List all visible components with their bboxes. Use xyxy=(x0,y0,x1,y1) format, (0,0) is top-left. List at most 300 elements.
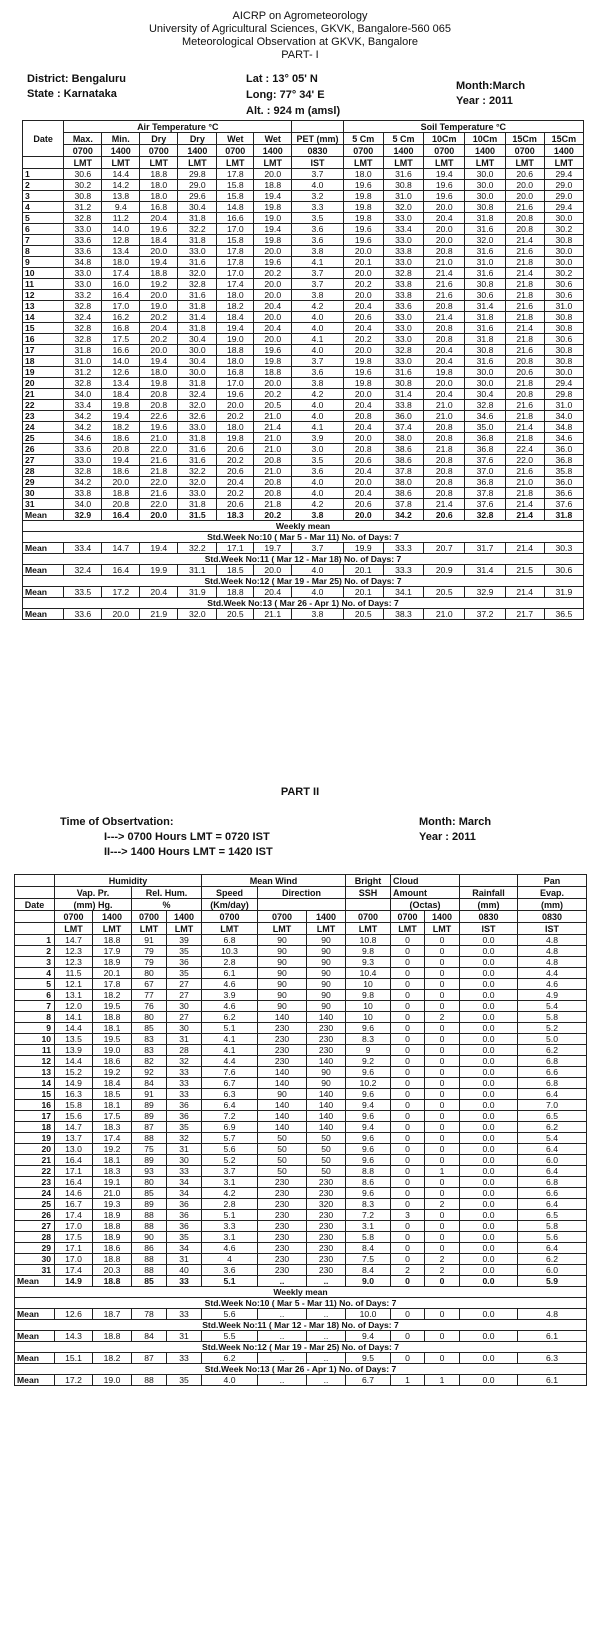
data-cell: 30.0 xyxy=(465,367,505,378)
data-cell: 0 xyxy=(425,1100,460,1111)
date-cell: 17 xyxy=(15,1111,55,1122)
data-cell: 6.1 xyxy=(202,968,258,979)
date-cell: 19 xyxy=(15,1133,55,1144)
week-mean-cell: 19.7 xyxy=(254,543,292,554)
data-cell: 15.8 xyxy=(217,180,254,191)
mean-cell: 0 xyxy=(391,1276,425,1287)
data-cell: 35 xyxy=(167,1122,202,1133)
data-cell: 0 xyxy=(425,1177,460,1188)
data-cell: 20.2 xyxy=(140,334,178,345)
data-cell: 34 xyxy=(167,1243,202,1254)
data-cell: 9.6 xyxy=(346,1089,391,1100)
data-cell: 3 xyxy=(391,1210,425,1221)
data-cell: 230 xyxy=(307,1254,346,1265)
data-cell: 0 xyxy=(425,968,460,979)
lmt-header: LMT xyxy=(307,923,346,935)
table-row xyxy=(23,367,584,378)
data-cell: 0 xyxy=(425,990,460,1001)
data-cell: 2.8 xyxy=(202,1199,258,1210)
data-cell: 85 xyxy=(132,1188,167,1199)
date-cell: 28 xyxy=(23,466,64,477)
bright-header: Bright xyxy=(346,875,391,887)
soil-temperature-header: Soil Temperature °C xyxy=(343,121,583,133)
data-cell: 14.4 xyxy=(55,1056,93,1067)
table-row xyxy=(23,279,584,290)
data-cell: 20.4 xyxy=(424,345,465,356)
table-row xyxy=(23,268,584,279)
date-cell: 2 xyxy=(23,180,64,191)
data-cell: 20.8 xyxy=(343,411,383,422)
data-cell: 19.6 xyxy=(254,345,292,356)
table-row xyxy=(15,1199,587,1210)
table-row xyxy=(23,400,584,411)
data-cell: 6.5 xyxy=(518,1111,587,1122)
data-cell: 230 xyxy=(258,1254,307,1265)
data-cell: 67 xyxy=(132,979,167,990)
week-mean-cell: 0.0 xyxy=(460,1375,518,1386)
data-cell: 20.0 xyxy=(140,246,178,257)
data-cell: 4.0 xyxy=(292,488,343,499)
data-cell: 18.0 xyxy=(102,257,140,268)
weekly-mean-title: Weekly mean xyxy=(15,1287,587,1298)
data-cell: 89 xyxy=(132,1111,167,1122)
mean-cell: 0 xyxy=(425,1276,460,1287)
data-cell: 9.8 xyxy=(346,946,391,957)
pan-header: Pan xyxy=(518,875,587,887)
table-row xyxy=(23,235,584,246)
data-cell: 27 xyxy=(167,1012,202,1023)
data-cell: 29.0 xyxy=(178,180,217,191)
data-cell: 5.2 xyxy=(202,1155,258,1166)
week-mean-cell: 14.7 xyxy=(102,543,140,554)
altitude-label: Alt. : 924 m (amsl) xyxy=(246,105,341,117)
week-mean-cell: 38.3 xyxy=(383,609,423,620)
date-cell: 1 xyxy=(23,169,64,180)
lmt-header: LMT xyxy=(140,157,178,169)
lmt-header: LMT xyxy=(346,923,391,935)
data-cell: 19.8 xyxy=(343,202,383,213)
data-cell: 20.8 xyxy=(254,455,292,466)
data-cell: 21.8 xyxy=(505,411,544,422)
data-cell: 21.0 xyxy=(424,400,465,411)
data-cell: 21.8 xyxy=(505,290,544,301)
col-10cm-1400: 10Cm xyxy=(465,133,505,145)
data-cell: 32.8 xyxy=(64,213,102,224)
data-cell: 14.4 xyxy=(55,1023,93,1034)
week-mean-cell: 19.9 xyxy=(140,565,178,576)
data-cell: 87 xyxy=(132,1122,167,1133)
data-cell: 19.6 xyxy=(343,180,383,191)
week-mean-cell: 31.9 xyxy=(544,587,583,598)
date-cell: 12 xyxy=(23,290,64,301)
data-cell: 17.8 xyxy=(217,169,254,180)
data-cell: 0.0 xyxy=(460,1199,518,1210)
data-cell: 6.4 xyxy=(518,1166,587,1177)
data-cell: 4.4 xyxy=(202,1056,258,1067)
data-cell: 140 xyxy=(258,1111,307,1122)
octas-unit: (Octas) xyxy=(391,899,460,911)
data-cell: 34.2 xyxy=(64,477,102,488)
data-cell: 9.4 xyxy=(346,1122,391,1133)
lmt-header: LMT xyxy=(544,157,583,169)
week-mean-cell: .. xyxy=(307,1309,346,1320)
data-cell: 10.8 xyxy=(346,935,391,946)
data-cell: 18.0 xyxy=(343,169,383,180)
data-cell: 32.0 xyxy=(178,477,217,488)
table-row xyxy=(15,1166,587,1177)
data-cell: 34.0 xyxy=(64,389,102,400)
data-cell: 4.6 xyxy=(518,979,587,990)
data-cell: 5.0 xyxy=(518,1034,587,1045)
data-cell: 3.8 xyxy=(292,378,343,389)
data-cell: 33.0 xyxy=(383,334,423,345)
table-row xyxy=(15,1188,587,1199)
data-cell: 34.6 xyxy=(64,433,102,444)
data-cell: 3.2 xyxy=(292,191,343,202)
date-cell: 21 xyxy=(15,1155,55,1166)
data-cell: 230 xyxy=(307,1232,346,1243)
std-week-title-row xyxy=(15,1298,587,1309)
mean-cell: 32.8 xyxy=(465,510,505,521)
data-cell: 0.0 xyxy=(460,1243,518,1254)
data-cell: 34.0 xyxy=(64,499,102,510)
data-cell: 18.1 xyxy=(93,1100,132,1111)
data-cell: 88 xyxy=(132,1254,167,1265)
data-cell: 320 xyxy=(307,1199,346,1210)
data-cell: 37.6 xyxy=(465,455,505,466)
mean-label: Mean xyxy=(15,1276,55,1287)
data-cell: 29.4 xyxy=(544,378,583,389)
data-cell: 90 xyxy=(258,1001,307,1012)
week-mean-cell: 17.2 xyxy=(102,587,140,598)
data-cell: 18.0 xyxy=(217,290,254,301)
data-cell: 0 xyxy=(425,1034,460,1045)
data-cell: 18.6 xyxy=(93,1056,132,1067)
data-cell: 12.3 xyxy=(55,946,93,957)
data-cell: 19.8 xyxy=(254,235,292,246)
data-cell: 89 xyxy=(132,1199,167,1210)
data-cell: 30.8 xyxy=(465,202,505,213)
weekly-mean-title-row xyxy=(23,521,584,532)
table-row xyxy=(15,1133,587,1144)
data-cell: 10 xyxy=(346,1001,391,1012)
data-cell: 5.1 xyxy=(202,1023,258,1034)
mean-cell: 20.0 xyxy=(343,510,383,521)
data-cell: 21.4 xyxy=(505,422,544,433)
data-cell: 32 xyxy=(167,1133,202,1144)
data-cell: 33.4 xyxy=(64,400,102,411)
table-row xyxy=(15,1056,587,1067)
table-row xyxy=(23,301,584,312)
data-cell: 33.0 xyxy=(178,246,217,257)
data-cell: 50 xyxy=(307,1144,346,1155)
data-cell: 0.0 xyxy=(460,1177,518,1188)
data-cell: 8.3 xyxy=(346,1199,391,1210)
data-cell: 12.1 xyxy=(55,979,93,990)
std-week-title-row xyxy=(15,1320,587,1331)
data-cell: 31.8 xyxy=(178,213,217,224)
table-row xyxy=(15,1254,587,1265)
data-cell: 0 xyxy=(425,979,460,990)
data-cell: 21.6 xyxy=(424,290,465,301)
table-row xyxy=(23,477,584,488)
data-cell: 36.0 xyxy=(544,444,583,455)
time-header: 1400 xyxy=(178,145,217,157)
data-cell: 27 xyxy=(167,979,202,990)
data-cell: 19.4 xyxy=(254,224,292,235)
data-cell: 7.5 xyxy=(346,1254,391,1265)
lmt-header: LMT xyxy=(64,157,102,169)
week-mean-cell: 20.5 xyxy=(217,609,254,620)
data-cell: 18.2 xyxy=(93,990,132,1001)
data-cell: 13.9 xyxy=(55,1045,93,1056)
data-cell: 18.0 xyxy=(217,356,254,367)
data-cell: 17.4 xyxy=(93,1133,132,1144)
data-cell: 13.8 xyxy=(102,191,140,202)
data-cell: 21.0 xyxy=(424,411,465,422)
date-cell: 23 xyxy=(15,1177,55,1188)
data-cell: 20.0 xyxy=(343,477,383,488)
week-mean-cell: 19.9 xyxy=(343,543,383,554)
data-cell: 21.4 xyxy=(424,312,465,323)
date-cell: 30 xyxy=(23,488,64,499)
time-header: 0700 xyxy=(346,911,391,923)
data-cell: 0.0 xyxy=(460,1188,518,1199)
data-cell: 20.0 xyxy=(254,378,292,389)
lmt-header: LMT xyxy=(167,923,202,935)
data-cell: 32.8 xyxy=(64,466,102,477)
data-cell: 230 xyxy=(258,1034,307,1045)
data-cell: 0 xyxy=(391,1067,425,1078)
time-header: 0700 xyxy=(217,145,254,157)
col-5cm-1400: 5 Cm xyxy=(383,133,423,145)
week-mean-cell: 5.6 xyxy=(202,1309,258,1320)
data-cell: 0.0 xyxy=(460,1056,518,1067)
time-header: 0700 xyxy=(391,911,425,923)
week-mean-cell: 0.0 xyxy=(460,1309,518,1320)
week-mean-label: Mean xyxy=(23,609,64,620)
data-cell: 12.3 xyxy=(55,957,93,968)
air-temperature-header: Air Temperature °C xyxy=(64,121,292,133)
week-mean-cell: 14.3 xyxy=(55,1331,93,1342)
data-cell: 90 xyxy=(307,946,346,957)
data-cell: 33.0 xyxy=(383,356,423,367)
data-cell: 18.6 xyxy=(102,466,140,477)
data-cell: 31.8 xyxy=(465,334,505,345)
data-cell: 19.4 xyxy=(254,191,292,202)
data-cell: 17.8 xyxy=(217,246,254,257)
data-cell: 0 xyxy=(391,1243,425,1254)
data-cell: 33.6 xyxy=(64,235,102,246)
mean-cell: .. xyxy=(307,1276,346,1287)
data-cell: 4.2 xyxy=(202,1188,258,1199)
data-cell: 36.8 xyxy=(465,477,505,488)
time-header: 1400 xyxy=(465,145,505,157)
week-mean-cell: 20.4 xyxy=(140,587,178,598)
data-cell: 21.0 xyxy=(254,466,292,477)
data-cell: 6.3 xyxy=(202,1089,258,1100)
data-cell: 34.8 xyxy=(64,257,102,268)
data-cell: 20.0 xyxy=(505,180,544,191)
data-cell: 6.7 xyxy=(202,1078,258,1089)
data-cell: 20.6 xyxy=(505,169,544,180)
data-cell: 33 xyxy=(167,1089,202,1100)
mmhg-unit: (mm) Hg. xyxy=(55,899,132,911)
data-cell: 4.0 xyxy=(292,345,343,356)
data-cell: 31.8 xyxy=(178,235,217,246)
lmt-header: LMT xyxy=(217,157,254,169)
week-mean-cell: 6.1 xyxy=(518,1375,587,1386)
data-cell: 36 xyxy=(167,1199,202,1210)
time-header: 1400 xyxy=(544,145,583,157)
data-cell: 31.6 xyxy=(383,169,423,180)
data-cell: 4.0 xyxy=(292,180,343,191)
data-cell: 3.8 xyxy=(292,246,343,257)
report-header xyxy=(0,10,600,62)
data-cell: 30.8 xyxy=(544,356,583,367)
data-cell: 19.0 xyxy=(140,301,178,312)
data-cell: 30.6 xyxy=(544,279,583,290)
table-row xyxy=(23,323,584,334)
table-row xyxy=(15,1001,587,1012)
data-cell: 17.4 xyxy=(55,1265,93,1276)
week-mean-cell: 33.4 xyxy=(64,543,102,554)
data-cell: 50 xyxy=(258,1144,307,1155)
data-cell: 29.8 xyxy=(178,169,217,180)
data-cell: 18.6 xyxy=(102,433,140,444)
mean-row xyxy=(15,1276,587,1287)
data-cell: 4.1 xyxy=(292,257,343,268)
data-cell: 20.8 xyxy=(505,389,544,400)
data-cell: 4 xyxy=(202,1254,258,1265)
data-cell: 33.0 xyxy=(178,422,217,433)
data-cell: 20.4 xyxy=(254,301,292,312)
data-cell: 20.0 xyxy=(343,268,383,279)
date-cell: 16 xyxy=(23,334,64,345)
std-week-values-row xyxy=(23,543,584,554)
data-cell: 230 xyxy=(307,1243,346,1254)
data-cell: 19.6 xyxy=(217,389,254,400)
data-cell: 6.8 xyxy=(518,1056,587,1067)
data-cell: 37.8 xyxy=(465,488,505,499)
data-cell: 13.0 xyxy=(55,1144,93,1155)
data-cell: 22.4 xyxy=(505,444,544,455)
part1-temperature-table xyxy=(22,120,584,620)
data-cell: 5.4 xyxy=(518,1001,587,1012)
table-row xyxy=(23,488,584,499)
data-cell: 19.8 xyxy=(102,400,140,411)
date-cell: 14 xyxy=(23,312,64,323)
data-cell: 30.8 xyxy=(383,180,423,191)
data-cell: 22.0 xyxy=(140,499,178,510)
data-cell: 18.5 xyxy=(93,1089,132,1100)
data-cell: 90 xyxy=(258,935,307,946)
data-cell: 18.8 xyxy=(93,935,132,946)
data-cell: 5.8 xyxy=(518,1012,587,1023)
week-mean-cell: 17.1 xyxy=(217,543,254,554)
data-cell: 19.0 xyxy=(217,334,254,345)
data-cell: 230 xyxy=(258,1177,307,1188)
week-mean-cell: .. xyxy=(258,1353,307,1364)
time-header: 0700 xyxy=(202,911,258,923)
data-cell: 18.0 xyxy=(140,191,178,202)
mean-label: Mean xyxy=(23,510,64,521)
data-cell: 15.6 xyxy=(55,1111,93,1122)
date-cell: 22 xyxy=(23,400,64,411)
data-cell: 36 xyxy=(167,1210,202,1221)
data-cell: 36 xyxy=(167,957,202,968)
data-cell: 21.8 xyxy=(505,279,544,290)
data-cell: 3.7 xyxy=(292,268,343,279)
data-cell: 3.0 xyxy=(292,444,343,455)
data-cell: 34.8 xyxy=(544,422,583,433)
data-cell: 0 xyxy=(391,1199,425,1210)
table-row xyxy=(23,444,584,455)
data-cell: 19.4 xyxy=(140,257,178,268)
data-cell: 9.4 xyxy=(346,1100,391,1111)
data-cell: 33.2 xyxy=(64,290,102,301)
data-cell: 20.0 xyxy=(217,400,254,411)
week-mean-cell: 20.5 xyxy=(424,587,465,598)
data-cell: 21.6 xyxy=(505,301,544,312)
date-cell: 12 xyxy=(15,1056,55,1067)
data-cell: 140 xyxy=(307,1089,346,1100)
data-cell: 0 xyxy=(391,1001,425,1012)
data-cell: 19.1 xyxy=(93,1177,132,1188)
data-cell: 0 xyxy=(391,1122,425,1133)
data-cell: 18.1 xyxy=(93,1023,132,1034)
data-cell: 21.6 xyxy=(505,202,544,213)
data-cell: 38.0 xyxy=(383,433,423,444)
data-cell: 92 xyxy=(132,1067,167,1078)
std-week-title: Std.Week No:10 ( Mar 5 - Mar 11) No. of Days: 7 xyxy=(15,1298,587,1309)
week-mean-cell: 21.5 xyxy=(505,565,544,576)
data-cell: 85 xyxy=(132,1023,167,1034)
data-cell: 21.8 xyxy=(505,312,544,323)
data-cell: 32.4 xyxy=(178,389,217,400)
date-cell: 31 xyxy=(15,1265,55,1276)
data-cell: 20.0 xyxy=(254,246,292,257)
data-cell: 83 xyxy=(132,1045,167,1056)
vap-pr-header: Vap. Pr. xyxy=(55,887,132,899)
table-row xyxy=(23,455,584,466)
institution-name: University of Agricultural Sciences, GKVK, Bangalore-560 065 xyxy=(148,23,452,35)
data-cell: 33.0 xyxy=(178,488,217,499)
data-cell: 19.8 xyxy=(343,378,383,389)
week-mean-cell: 18.5 xyxy=(217,565,254,576)
data-cell: 21.8 xyxy=(505,433,544,444)
data-cell: 140 xyxy=(258,1078,307,1089)
data-cell: 20.4 xyxy=(254,323,292,334)
date-cell: 21 xyxy=(23,389,64,400)
table-row xyxy=(23,499,584,510)
data-cell: 20.8 xyxy=(505,224,544,235)
week-mean-cell: 88 xyxy=(132,1375,167,1386)
amount-header: Amount xyxy=(391,887,460,899)
week-mean-cell: 20.4 xyxy=(254,587,292,598)
week-mean-cell: 20.1 xyxy=(343,587,383,598)
table-row xyxy=(23,169,584,180)
data-cell: 0 xyxy=(425,1243,460,1254)
data-cell: 20.0 xyxy=(102,477,140,488)
week-mean-cell: 31.7 xyxy=(465,543,505,554)
data-cell: 21.0 xyxy=(505,477,544,488)
part1-title: PART- I xyxy=(281,49,319,61)
data-cell: 0 xyxy=(425,1221,460,1232)
table-row xyxy=(15,1067,587,1078)
report-title: AICRP on Agrometeorology xyxy=(232,10,368,22)
time-header: 1400 xyxy=(102,145,140,157)
